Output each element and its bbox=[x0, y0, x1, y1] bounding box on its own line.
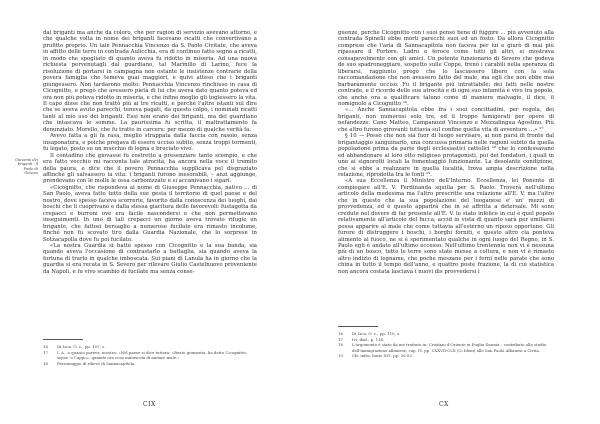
footnote bbox=[43, 350, 257, 361]
margin-note: Giovanni dei briganti · il Paolo di Genova bbox=[15, 158, 38, 175]
footnote-number: 16 bbox=[338, 331, 343, 336]
footnote-number: 17 bbox=[338, 336, 343, 342]
footnote-text: L'argomento è stato da me trattato in: Cristiani d'Oriente in Puglia Daunia – contributo alla studio dell'immigrazione albanese, cap. IV, pp. CXXVII-CLX (Ci Idem) alle San Paolo Albanesi a Civita. bbox=[352, 342, 547, 353]
right-body-text bbox=[338, 30, 554, 330]
footnote-number: 17 bbox=[43, 349, 48, 355]
footnote-number: 16 bbox=[43, 344, 48, 349]
paragraph: «A sua Eccellenza il Ministro dell'Interno. Eccellenza, lei Ponente di compiegare all'E. V. Ferdinanda squilla per S. Paolo. Troverà nell'ultimo articolo della medesima ma l'altro prescritte una relazione all'E. V. ma l'altro che in questo che la sua popolazione del luoganese e' un' mezzi di provvedenza, ed è questo apparirà che in sé affritta a detersale. Mi sono credute nel dovere di far presente all'E. V. lo stato infelice in cui è quel popolo relativamente all'articolo del fucca, accid in vista di quanto sarà per umiliarsi possa apparire al male che come tuttavia all'esterno un riposo opportuno. Gli furore di distruggere i boschi, i borghi forniti, e questo altro cla ponteva alimento al fuoco, ne si è sperimentato qualche in ogni luogo del Regno, in S. Paolo egli è andato all'ultimo eccesso. Nell'ultimo trentennio non vi è nessuna più di un bosco, tutto le terre sono state messe a coltura, e non vi è rimasto altro indizio di legname, che poche meszane per i forni nelle parate che sono china in tutto il tempo dell'anno, e quattro poste frazione, la di cui statistica non ancora costata lasciava i nuovi dis provvedersi i bbox=[338, 178, 554, 275]
footnote-number: 18 bbox=[43, 360, 48, 366]
footnote-number: 18 bbox=[338, 342, 343, 348]
left-body-text bbox=[43, 30, 257, 330]
footnote bbox=[338, 342, 554, 353]
paragraph: «La nostra Guardia si battè spesso con Cicognitto e la sua banda, sia quando aveva l'occasione di contrastarlo a battaglia, sia quando aveva la fortuna di trarlo in qualche imboscata. Sui piani di Lanula ha in giorno che la guardia si era recata in S. Severo per rilevare Giulio Castelnuovo proveniente da Napoli, e fu vivo scambio di fucilate ma senza conse- bbox=[43, 242, 257, 275]
footnote bbox=[338, 353, 554, 359]
paragraph: § 10 — Posso che non sia fuor di luogo servisare, ai non parsi di fronte dal brigantaggio sanguinario, una concussa primaria nelle ragioni subito da quella popolazione prima da parte degli ecclesiastici cattolici ¹⁸ che lo confessavano ed abbandonare al loro otto religioso protagonisti, poi dei fondatori, i quali in uno ai signorotti locali la fomentaggiò funzionante. La desolante condizione, che si ebbe a realizzare in quella località, trova ampia descrizione nella relazione, riprodotta tra le fonti ¹⁹. bbox=[338, 133, 554, 178]
right-page bbox=[300, 0, 600, 424]
right-footnotes bbox=[338, 326, 554, 359]
footnote-text: Ivi, ibid., p. 114. bbox=[352, 336, 385, 342]
right-page-number: CX bbox=[439, 401, 449, 408]
paragraph: Avevo fatta a gli fa rasa, meglio strappata dalla faccia con rasoio, senza insaponatura, e poichè pregava di essere ucciso subito, senza troppi tormenti, fu legato, posto su un mucchio di legna e bruciato vivo. bbox=[43, 133, 257, 153]
footnote-rule bbox=[338, 326, 378, 327]
paragraph: Il contadino che giovasse fu costretto a presenziare tanto scempio, e che era fatto vecchio mi racconta tale atrocità, ha ancora nella voce il tremito della paura, e dice che il povero Pennacchia supplicava pel disgraziato affinchè gli salvassero la vita: i briganti furono inesorabili, – anzi aggiunge, prendevano con le molle le ossa carbonizzate e si accanivano i sigari. bbox=[43, 152, 257, 185]
footnote-text: Cfr. infra, fonte XVI, pp. 30-53. bbox=[352, 353, 414, 359]
paragraph: dai briganti ma anche da coloro, che per ragion di servizio avevano attorno, e che qualche volta in nome dei briganti facevano ricatti che convertivano a profitto proprio. Un tale Pennacchia Vincenzo da S. Paolo Civitate, che aveva in affitto delle terre in contrada Aulicchia, era di continuo fatto segno a ricatti, in modo che spogliato di quanto aveva fu ridotto in miseria. Ad una nuova richiesta pervenutagli dal guardiano, tal Marinillo di Larino, fece la risoluzione di portarsi in campagna non ostante le insistenze contrarie della povera famiglia che temeva guai maggiori, e quivi atteso che i briganti giungessero. Non tardarono molto: Pennacchia Vincenzo rinchiuso in casa di Cicognitto, e pregò che avessero pietà di lui che aveva dato quanto poteva ed ora non più poteva ridotto in miseria, e che infine meglio gli toglessero la vita. Il capo disse che non trattò più ai tre ricatti, e perché l'altre istanti sul dire che se aveva avuto parecchi, teneva pagati, da questo colpo, i nominati ricatti tanti al mio uso dei briganti. Essi non erano dei briganti, ma del guardiano che intascava le somme. La paurissima fu scritta, il maltrattamento fa denunziato. Morello, che fu tratto in carcere: per mezzo di qualche verità fa. bbox=[43, 30, 257, 133]
paragraph: «... Anche Sannacapitola ebbe fra i suoi concittadini, per regola, dei briganti, non numerosi solo tre, ed il troppo famigerati per opere di nefandezze: Cano Matteo, Campanozzi Vincenzo e Mezzalingua Agostino. Più che altro furono girovanti tuttavia sul confine quella vita di avventure ...» ¹⁷ bbox=[338, 107, 554, 133]
footnote-number: 19 bbox=[338, 353, 343, 359]
footnote bbox=[43, 361, 257, 367]
left-footnotes bbox=[43, 339, 257, 366]
footnote-text: Di Lica, O. c., pp. 110, s. bbox=[352, 331, 401, 336]
left-page-number: CIX bbox=[143, 401, 156, 408]
paragraph: guenze, perchè Cicognitto con i suoi pensò bene di fuggire ... più avvenuto alla contrada Spinelli ebbe morti parecchi suoi ed un fosto. Da allora Cicognitto comprese che l'aria di Sannacapitola non faceva per lui e giurò di mai più ripassare il Fortore. Ladro e feroce come tutti gli altri, si mostrava consapevolmente con gli amici. Un potente funzionario di Severo che godeva de suo spadroneggiare, sospetto sulle Coppe, frenò i carabili nella speranza di liberarsi, raggiunto pregò che lo lasciassero libero con la sola raccomandazione che non avessero fatto del male, ma egli che non ebbe mai barbaramente ucciso. Fu il brigante più intrattabile; dei fatti nelle nostre contrade, e il ricordo delle sue atrocità e di ogni suo infamità è vivo tra popolo, che anche ora a qualificare taluno come di maniere malvagie, il dice, il nomignolo a Cicognitto ¹⁶. bbox=[338, 30, 554, 107]
footnote-text: Di Lica, O. c., pp. 107, s. bbox=[57, 344, 106, 349]
paragraph: «Cicognitto, che rispondeva al nome di Giuseppe Pennacchia, nativo ... di San Paolo, aveva fatto tutto della sue gesta il territorio di quel paese e del nostro, dove spesso faceva scorrerie, favorito dalla conoscenza dei luoghi, dai boschi che li cuoprivano e dalla stessa giacitura delle favorevoli: fustagotta da crepacci e burroni ove era facile nascondersi e che non permettevano inseguimenti. In uno di tali crepacci un giorno aveva trovato rifugio un brigante, che fattosi bersaglio a numerose fucilate era rimasto incolume, finché non fu scovato tiro dalla Guardia Nazionale, che lo sorprese in Sotzacapolla dove fu poi fucilato. bbox=[43, 184, 257, 243]
footnote-rule bbox=[43, 339, 83, 340]
footnote-text: I. A., a quanto pareva, mostra: «Nel paese si dice tuttora: «Beato giumenta, ha detto Cicognitto, sepse 'o Cappo», quando ora cosa minuscola di andare male.» bbox=[57, 349, 248, 361]
footnote-text: Personaggio di rilievo di Sannacapitola. bbox=[57, 360, 136, 366]
